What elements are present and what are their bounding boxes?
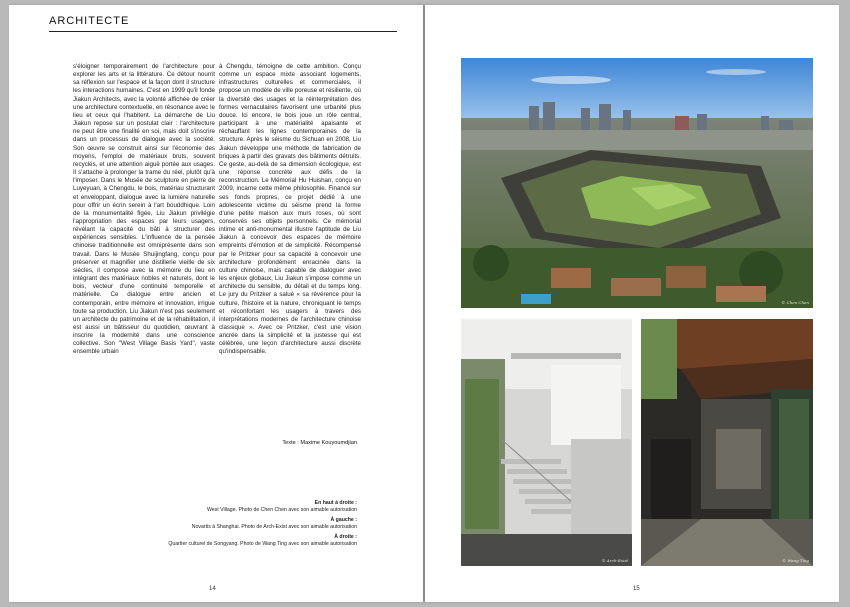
- photo-credit: © Chen Chen: [781, 300, 809, 305]
- text-column-1: s'éloigner temporairement de l'architecture pour explorer les arts et la littérature. Ce détour nourrit sa réflexion sur l'espace et la façon dont il structure les interactions humaines. C'est en 1999 qu'il fonde Jiakun Architects, avec la volonté affichée de créer une architecture contextuelle, en résonance avec le lieu et ceux qui l'habitent. La démarche de Liu Jiakun repose sur un postulat clair : l'architecture ne peut être une finalité en soi, mais doit s'inscrire dans un processus de dialogue avec la société. Son œuvre se construit ainsi sur l'économie des moyens, l'emploi de matériaux bruts, souvent recyclés, et une attention aiguë portée aux usages. Il s'attache à prolonger la trame du réel, plutôt qu'à l'imposer. Dans le Musée de sculpture en pierre de Luyeyuan, à Chengdu, le bois, matériau structurant et enveloppant, dialogue avec la lumière naturelle pour offrir un écrin serein à l'art bouddhique. Loin de la monumentalité figée, Liu Jiakun privilégie l'appropriation des espaces par leurs usagers, révélant la capacité du bâti à structurer des expériences sensibles. L'influence de la pensée chinoise traditionnelle est omniprésente dans son travail. Dans le Musée Shuijingfang, conçu pour préserver et magnifier une distillerie vieille de six siècles, il compose avec la mémoire du lieu en intégrant des matériaux nobles et naturels, dont le bois, vecteur d'une continuité temporelle et matérielle. Ce dialogue entre ancien et contemporain, entre mémoire et innovation, irrigue toute sa production. Liu Jiakun n'est pas seulement un architecte du patrimoine et de la réhabilitation, il est aussi un bâtisseur du quotidien, œuvrant à inscrire la modernité dans une conscience collective. Son "West Village Basis Yard", vaste ensemble urbain: [73, 63, 215, 356]
- photo-captions: [159, 500, 357, 552]
- section-rule: [49, 31, 397, 32]
- section-title: ARCHITECTE: [49, 15, 130, 27]
- novartis-stair-interior-photo: [461, 319, 632, 566]
- right-page: [425, 5, 839, 602]
- page-number-left: 14: [209, 586, 216, 592]
- caption-text: West Village. Photo de Chen Chen avec son aimable autorisation: [206, 506, 357, 513]
- caption-left: [159, 517, 357, 530]
- west-village-aerial-photo: [461, 58, 813, 308]
- text-column-2: à Chengdu, témoigne de cette ambition. Conçu comme un espace mixte associant logements, infrastructures culturelles et commerciales, il propose un modèle de ville poreuse et résiliente, où la diversité des usages et la réinterprétation des formes vernaculaires favorisent une urbanité plus douce. Ici encore, le bois joue un rôle central, participant à une matérialité apaisante et réchauffant les lignes contemporaines de la structure. Après le séisme du Sichuan en 2008, Liu Jiakun développe une méthode de fabrication de briques à partir des gravats des bâtiments détruits. Ce geste, au-delà de sa dimension écologique, est une réponse concrète aux défis de la reconstruction. Le Mémorial Hu Huishan, conçu en 2009, incarne cette même philosophie. Financé sur ses fonds propres, ce projet dédié à une adolescente victime du séisme prend la forme d'une petite maison aux murs roses, où sont conservés ses objets personnels. Ce mémorial intime et anti-monumental illustre l'aptitude de Liu Jiakun à concevoir des espaces de mémoire empreints d'émotion et de simplicité. Récompensé par le Pritzker pour sa capacité à concevoir une architecture profondément enracinée dans la culture chinoise, mais capable de dialoguer avec les enjeux globaux, Liu Jiakun s'impose comme un architecte du sensible, du détail et du temps long. Le jury du Pritzker a salué « sa révérence pour la culture, l'histoire et la nature, chroniquant le temps et réconfortant les usagers à travers des interprétations modernes de l'architecture chinoise classique ». Avec ce Pritzker, c'est une vision ancrée dans la simplicité et la justesse qui est célébrée, une leçon d'architecture aussi discrète qu'indispensable.: [219, 63, 361, 356]
- photo-credit: © Wang Ting: [782, 558, 809, 563]
- page-number-right: 15: [633, 586, 640, 592]
- left-page: [9, 5, 423, 602]
- caption-heading: En haut à droite :: [314, 500, 357, 506]
- caption-text: Quartier culturel de Songyang. Photo de Wang Ting avec son aimable autorisation: [168, 540, 357, 547]
- photo-credit: © Arch-Exist: [601, 558, 628, 563]
- text-credit: Texte : Maxime Kouyoumdjian: [282, 440, 357, 446]
- caption-heading: À droite :: [334, 534, 357, 541]
- songyang-cultural-interior-photo: [641, 319, 813, 566]
- caption-right: [159, 534, 357, 547]
- caption-heading: À gauche :: [330, 517, 357, 524]
- caption-text: Novartis à Shanghai. Photo de Arch-Exist avec son aimable autorisation: [191, 523, 357, 530]
- caption-top-right: [159, 500, 357, 513]
